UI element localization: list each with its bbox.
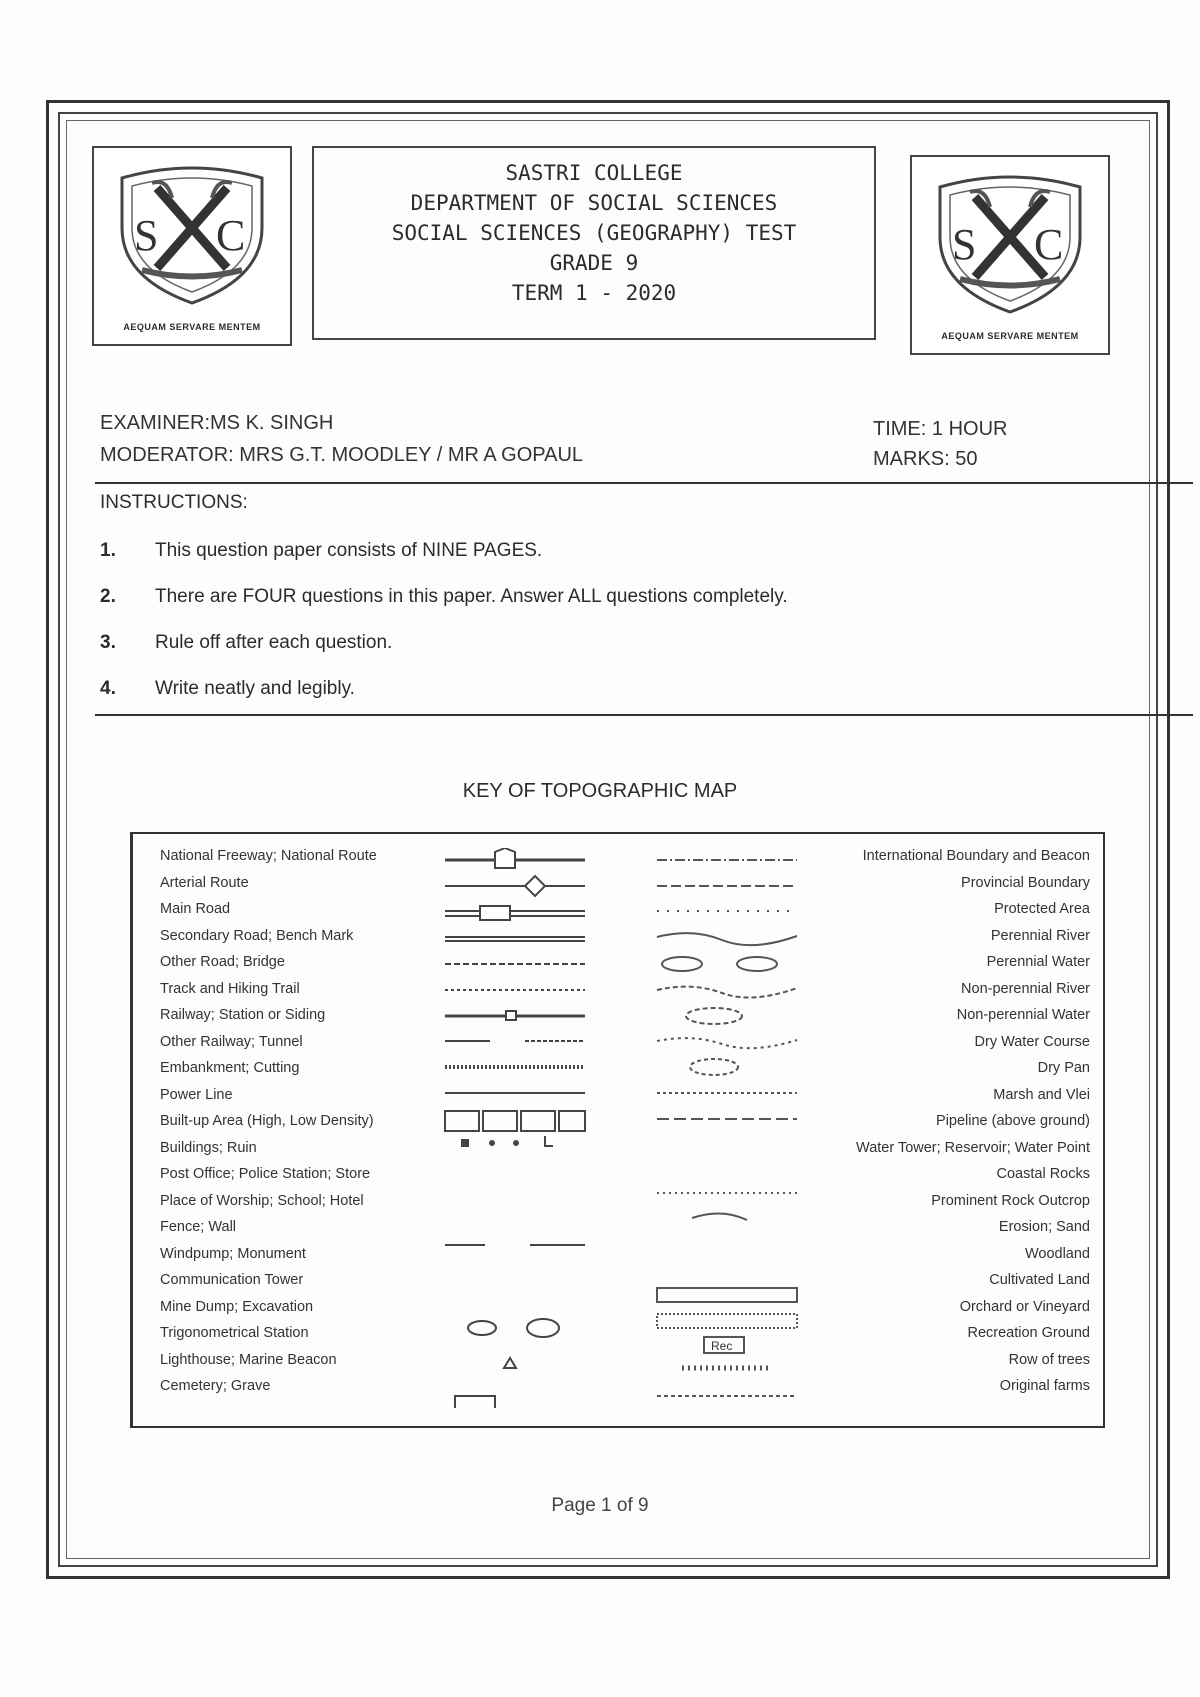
key-item-left: National Freeway; National Route (160, 848, 377, 864)
key-item-right: Cultivated Land (989, 1272, 1090, 1288)
key-item-left: Secondary Road; Bench Mark (160, 927, 354, 944)
key-title: KEY OF TOPOGRAPHIC MAP (462, 780, 738, 802)
key-item-right: Recreation Ground (967, 1325, 1090, 1341)
key-item-left: Other Railway; Tunnel (160, 1033, 303, 1050)
svg-text:S: S (134, 211, 159, 260)
crest-icon (930, 167, 1090, 317)
key-item-left: Fence; Wall (160, 1219, 237, 1235)
key-item-left: Arterial Route (160, 874, 249, 891)
key-item-right: Protected Area (994, 901, 1090, 917)
key-item-right: Dry Pan (1037, 1060, 1090, 1076)
divider (95, 482, 1193, 484)
key-item-right: Coastal Rocks (996, 1166, 1090, 1182)
key-item-left: Mine Dump; Excavation (160, 1298, 314, 1315)
instruction-item: 2. There are FOUR questions in this paper. Answer ALL questions completely. (100, 586, 788, 607)
time: TIME: 1 HOUR (873, 418, 1008, 440)
left-symbols (440, 848, 590, 1408)
svg-text:Rec: Rec (711, 1339, 733, 1353)
grade: GRADE 9 (549, 251, 639, 275)
key-item-right: Perennial River (990, 927, 1090, 944)
key-item-right: International Boundary and Beacon (862, 848, 1090, 864)
divider (95, 714, 1193, 716)
right-symbols (652, 848, 802, 1408)
svg-text:C: C (1034, 220, 1064, 269)
key-item-right: Orchard or Vineyard (959, 1298, 1090, 1315)
svg-text:C: C (216, 211, 246, 260)
key-item-right: Pipeline (above ground) (936, 1113, 1090, 1129)
svg-text:S: S (952, 220, 977, 269)
key-item-right: Row of trees (1008, 1351, 1090, 1368)
key-item-left: Power Line (160, 1086, 233, 1103)
key-item-left: Railway; Station or Siding (160, 1007, 326, 1023)
key-item-right: Marsh and Vlei (993, 1086, 1090, 1103)
marks: MARKS: 50 (873, 448, 978, 470)
department: DEPARTMENT OF SOCIAL SCIENCES (410, 191, 778, 215)
school-name: SASTRI COLLEGE (505, 161, 683, 185)
key-item-left: Embankment; Cutting (160, 1060, 300, 1076)
school-crest-right (910, 155, 1110, 355)
key-item-right: Perennial Water (986, 954, 1090, 970)
instruction-item: 4. Write neatly and legibly. (100, 678, 355, 699)
key-item-left: Other Road; Bridge (160, 954, 285, 970)
key-item-left: Main Road (160, 901, 231, 917)
key-item-right: Water Tower; Reservoir; Water Point (856, 1139, 1090, 1156)
key-item-left: Place of Worship; School; Hotel (160, 1192, 364, 1209)
key-item-left: Track and Hiking Trail (160, 980, 300, 997)
exam-title-box (312, 146, 876, 340)
moderator: MODERATOR: MRS G.T. MOODLEY / MR A GOPAUL (100, 444, 584, 466)
key-item-left: Post Office; Police Station; Store (160, 1166, 371, 1182)
key-item-left: Cemetery; Grave (160, 1378, 271, 1394)
key-item-right: Prominent Rock Outcrop (931, 1192, 1090, 1209)
key-item-right: Dry Water Course (974, 1033, 1090, 1050)
instruction-item: 3. Rule off after each question. (100, 632, 393, 653)
key-item-left: Built-up Area (High, Low Density) (160, 1113, 374, 1129)
key-item-left: Buildings; Ruin (160, 1139, 257, 1156)
key-item-right: Erosion; Sand (998, 1219, 1090, 1235)
test-name: SOCIAL SCIENCES (GEOGRAPHY) TEST (391, 221, 797, 245)
instruction-item: 1. This question paper consists of NINE PAGES. (100, 540, 543, 561)
school-crest-left (92, 146, 292, 346)
examiner: EXAMINER:MS K. SINGH (100, 412, 334, 434)
crest-icon (112, 158, 272, 308)
key-item-right: Woodland (1024, 1245, 1090, 1262)
key-item-right: Provincial Boundary (961, 874, 1090, 891)
key-item-right: Non-perennial Water (956, 1007, 1090, 1023)
page-number: Page 1 of 9 (551, 1495, 649, 1516)
term: TERM 1 - 2020 (511, 281, 677, 305)
crest-motto: AEQUAM SERVARE MENTEM (941, 331, 1079, 341)
key-item-left: Windpump; Monument (160, 1245, 306, 1262)
crest-motto: AEQUAM SERVARE MENTEM (123, 322, 261, 332)
instructions-title: INSTRUCTIONS: (100, 492, 248, 513)
key-item-left: Lighthouse; Marine Beacon (160, 1351, 337, 1368)
key-item-right: Non-perennial River (961, 980, 1090, 997)
key-item-left: Trigonometrical Station (160, 1325, 309, 1341)
key-item-right: Original farms (999, 1378, 1090, 1394)
key-item-left: Communication Tower (160, 1272, 304, 1288)
